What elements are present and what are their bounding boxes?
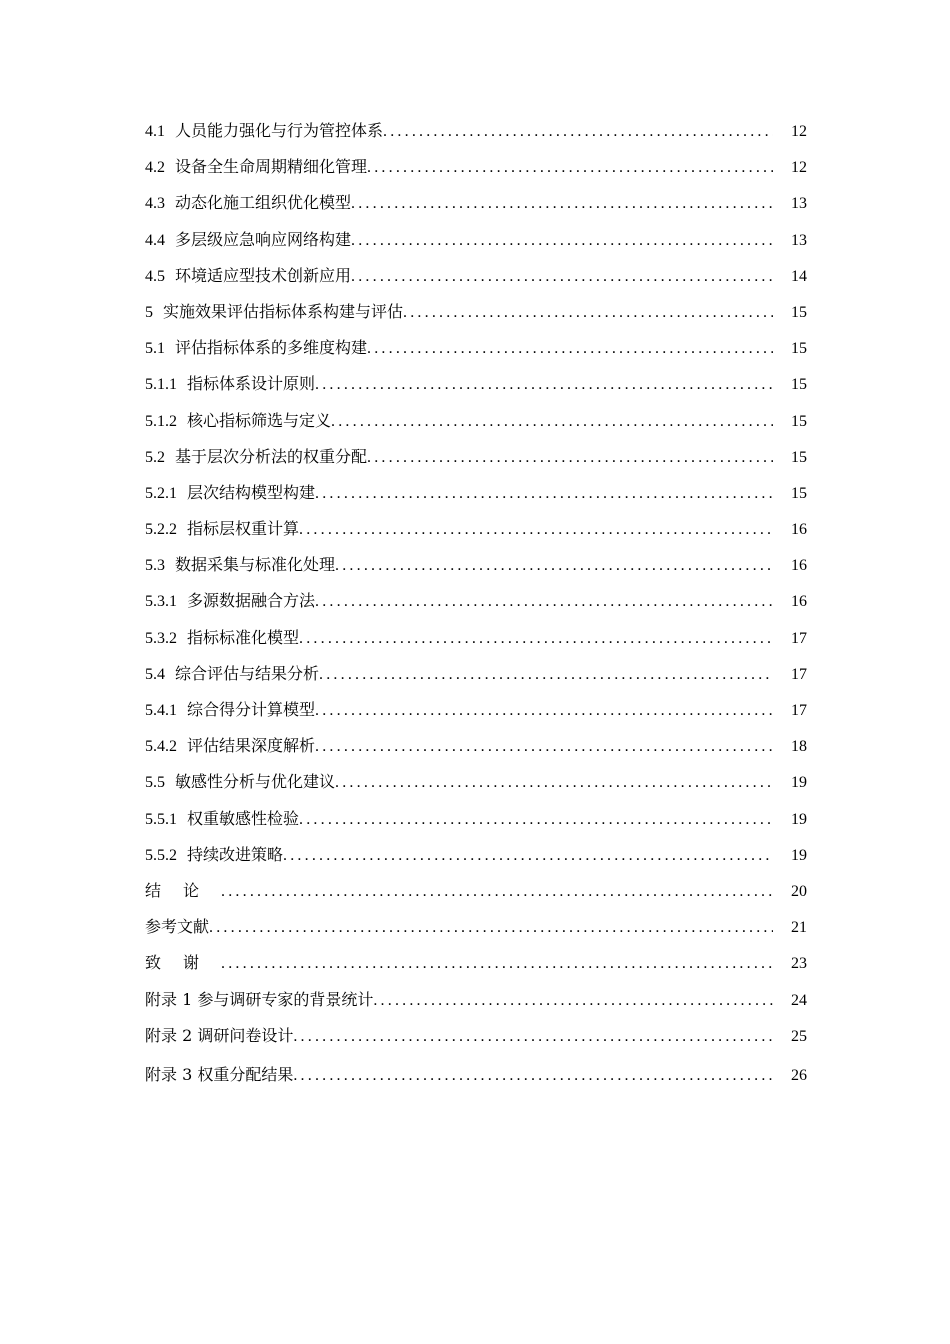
toc-entry[interactable]	[145, 294, 807, 330]
toc-dot-leader	[383, 114, 773, 150]
toc-entry-page: 15	[791, 340, 807, 358]
toc-entry-page: 19	[791, 774, 807, 792]
toc-entry-title: 环境适应型技术创新应用	[175, 265, 352, 285]
toc-entry-title: 附录 2 调研问卷设计	[145, 1025, 294, 1045]
toc-entry-title: 多层级应急响应网络构建	[175, 229, 352, 249]
toc-dot-leader	[209, 910, 773, 946]
toc-entry-page: 24	[791, 991, 807, 1009]
toc-entry[interactable]	[145, 1018, 807, 1054]
toc-entry-page: 26	[791, 1066, 807, 1084]
toc-entry-page: 13	[791, 231, 807, 249]
toc-entry-page: 16	[791, 521, 807, 539]
toc-entry-number: 5.4.2	[145, 738, 177, 756]
toc-dot-leader	[299, 621, 773, 657]
toc-entry[interactable]	[145, 403, 807, 439]
toc-dot-leader	[299, 512, 773, 548]
toc-dot-leader	[315, 367, 773, 403]
toc-dot-leader	[293, 1058, 773, 1094]
table-of-contents	[145, 113, 807, 1093]
toc-entry[interactable]	[145, 945, 807, 981]
toc-entry-title: 数据采集与标准化处理	[175, 555, 336, 575]
toc-entry-page: 16	[791, 557, 807, 575]
toc-entry-title: 参考文献	[145, 917, 210, 937]
toc-entry-title: 综合得分计算模型	[187, 700, 316, 719]
toc-dot-leader	[319, 657, 773, 693]
toc-entry-title: 评估结果深度解析	[187, 736, 316, 756]
toc-entry-number: 5.4.1	[145, 702, 177, 719]
toc-entry[interactable]	[145, 837, 807, 873]
toc-entry[interactable]	[145, 149, 807, 185]
toc-entry-number: 5.2	[145, 448, 165, 466]
toc-dot-leader	[221, 946, 773, 982]
toc-entry-number: 4.2	[145, 159, 165, 177]
toc-entry-title: 附录 1 参与调研专家的背景统计	[145, 989, 374, 1009]
toc-entry[interactable]	[145, 366, 807, 402]
toc-entry-number: 5.1	[145, 340, 165, 358]
toc-entry-title: 指标层权重计算	[187, 519, 300, 539]
toc-entry-title: 指标体系设计原则	[187, 374, 316, 394]
toc-entry-number: 5.1.1	[145, 376, 177, 394]
toc-entry[interactable]	[145, 113, 807, 149]
toc-entry-number: 5.3.1	[145, 593, 177, 611]
toc-entry-page: 12	[791, 123, 807, 140]
toc-entry-number: 4.3	[145, 195, 165, 213]
toc-dot-leader	[315, 584, 773, 620]
toc-entry-title: 设备全生命周期精细化管理	[175, 157, 368, 177]
toc-entry-page: 16	[791, 593, 807, 611]
toc-entry-number: 5.1.2	[145, 412, 177, 430]
toc-dot-leader	[315, 729, 773, 765]
toc-entry-title: 指标标准化模型	[187, 627, 300, 647]
toc-entry-title: 致谢	[145, 953, 222, 973]
toc-entry[interactable]	[145, 475, 807, 511]
toc-entry-page: 14	[791, 267, 807, 285]
toc-entry-page: 15	[791, 376, 807, 394]
toc-entry-title: 敏感性分析与优化建议	[175, 772, 336, 792]
toc-entry[interactable]	[145, 258, 807, 294]
toc-entry[interactable]	[145, 656, 807, 692]
toc-entry-page: 20	[791, 882, 807, 900]
toc-entry-page: 19	[791, 846, 807, 864]
toc-entry-number: 5.5.2	[145, 846, 177, 864]
toc-entry-number: 5.3.2	[145, 629, 177, 647]
toc-dot-leader	[315, 693, 773, 729]
toc-entry[interactable]	[145, 692, 807, 728]
toc-dot-leader	[373, 983, 773, 1019]
toc-entry[interactable]	[145, 1057, 807, 1093]
toc-dot-leader	[293, 1019, 773, 1055]
toc-entry-title: 结论	[145, 880, 222, 900]
toc-entry-page: 15	[791, 412, 807, 430]
toc-dot-leader	[315, 476, 773, 512]
toc-dot-leader	[221, 874, 773, 910]
toc-entry[interactable]	[145, 620, 807, 656]
toc-entry-page: 25	[791, 1027, 807, 1045]
toc-entry-title: 基于层次分析法的权重分配	[175, 446, 368, 466]
toc-entry[interactable]	[145, 873, 807, 909]
toc-entry-number: 5.3	[145, 557, 165, 575]
toc-dot-leader	[331, 404, 773, 440]
toc-entry-page: 18	[791, 738, 807, 756]
toc-dot-leader	[403, 295, 773, 331]
toc-dot-leader	[367, 440, 773, 476]
toc-dot-leader	[351, 259, 773, 295]
toc-entry-page: 17	[791, 665, 807, 683]
toc-entry[interactable]	[145, 222, 807, 258]
toc-entry[interactable]	[145, 801, 807, 837]
toc-entry-number: 5.5	[145, 774, 165, 792]
toc-entry-title: 实施效果评估指标体系构建与评估	[163, 301, 404, 321]
toc-entry-page: 12	[791, 159, 807, 177]
toc-entry[interactable]	[145, 728, 807, 764]
toc-dot-leader	[351, 186, 773, 222]
toc-entry-title: 人员能力强化与行为管控体系	[175, 121, 384, 140]
toc-entry-page: 19	[791, 810, 807, 828]
toc-entry[interactable]	[145, 982, 807, 1018]
toc-entry[interactable]	[145, 185, 807, 221]
toc-entry-number: 5.2.1	[145, 484, 177, 502]
toc-entry-title: 权重敏感性检验	[187, 808, 300, 828]
toc-dot-leader	[335, 548, 773, 584]
toc-entry-title: 附录 3 权重分配结果	[145, 1064, 294, 1084]
toc-entry-title: 综合评估与结果分析	[175, 663, 320, 683]
toc-entry-page: 23	[791, 955, 807, 973]
toc-entry-number: 5	[145, 303, 153, 321]
toc-entry-page: 17	[791, 629, 807, 647]
toc-entry-title: 动态化施工组织优化模型	[175, 193, 352, 213]
toc-entry-title: 层次结构模型构建	[187, 482, 316, 502]
toc-entry-page: 15	[791, 484, 807, 502]
toc-dot-leader	[283, 838, 773, 874]
toc-entry[interactable]	[145, 439, 807, 475]
toc-entry-page: 17	[791, 702, 807, 719]
toc-entry[interactable]	[145, 511, 807, 547]
toc-entry[interactable]	[145, 909, 807, 945]
toc-entry-title: 多源数据融合方法	[187, 591, 316, 611]
toc-dot-leader	[335, 765, 773, 801]
toc-entry-page: 13	[791, 195, 807, 213]
toc-dot-leader	[351, 223, 773, 259]
toc-entry-title: 持续改进策略	[187, 844, 284, 864]
toc-entry-number: 5.5.1	[145, 810, 177, 828]
toc-entry[interactable]	[145, 583, 807, 619]
toc-entry[interactable]	[145, 764, 807, 800]
toc-entry-page: 15	[791, 448, 807, 466]
toc-entry[interactable]	[145, 330, 807, 366]
toc-entry-number: 4.5	[145, 267, 165, 285]
toc-entry-number: 4.4	[145, 231, 165, 249]
toc-dot-leader	[299, 802, 773, 838]
toc-dot-leader	[367, 331, 773, 367]
toc-entry-page: 21	[791, 919, 807, 937]
toc-entry-page: 15	[791, 303, 807, 321]
toc-entry[interactable]	[145, 547, 807, 583]
toc-entry-number: 5.2.2	[145, 521, 177, 539]
toc-entry-title: 评估指标体系的多维度构建	[175, 338, 368, 358]
toc-entry-number: 5.4	[145, 665, 165, 683]
toc-entry-number: 4.1	[145, 123, 165, 140]
toc-dot-leader	[367, 150, 773, 186]
toc-entry-title: 核心指标筛选与定义	[187, 410, 332, 430]
